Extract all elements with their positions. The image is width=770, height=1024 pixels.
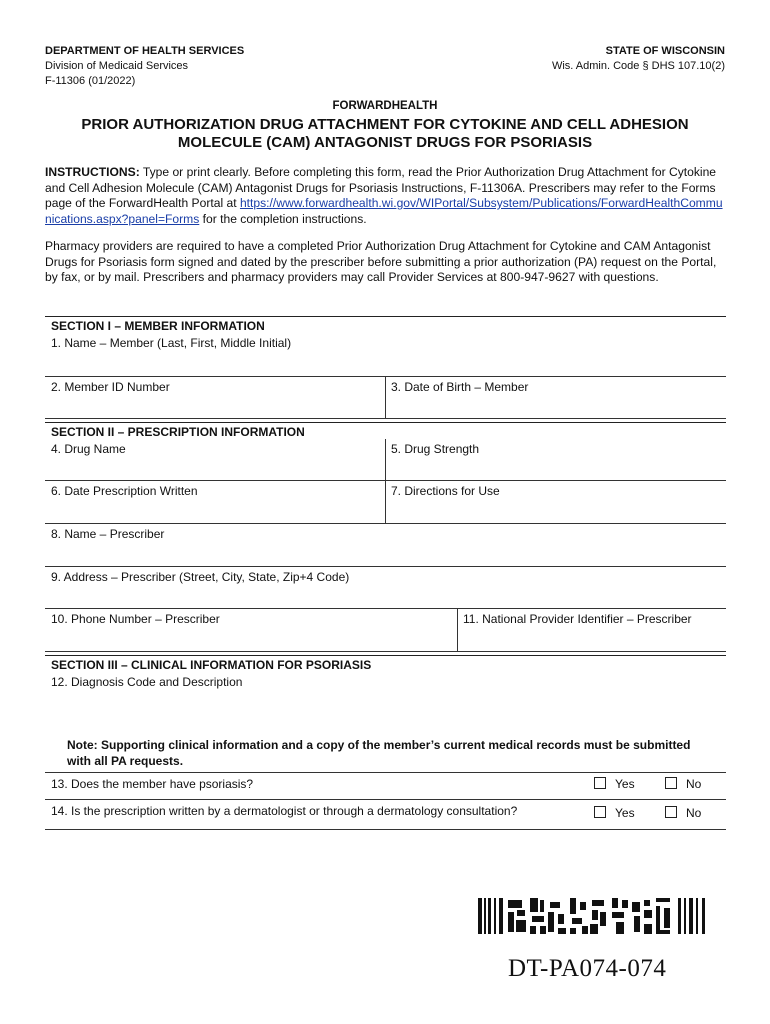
yes-label: Yes — [615, 777, 635, 791]
prescriber-npi-field[interactable] — [457, 609, 726, 652]
instructions-paragraph-2: Pharmacy providers are required to have a completed Prior Authorization Drug Attachment for Cytokine and CAM Antagonist Drugs for Psoriasis form signed and dated by the prescriber before submitting a prior authorization (PA) request on the Portal, by fax, or by mail. Prescribers and pharmacy providers may call Provider Services at 800-947-9627 with questions. — [45, 239, 717, 284]
checkbox-icon — [665, 806, 677, 818]
form-title — [45, 116, 725, 152]
checkbox-icon — [665, 777, 677, 789]
drug-strength-label: 5. Drug Strength — [391, 442, 480, 456]
prescriber-npi-label: 11. National Provider Identifier – Prescriber — [463, 612, 692, 626]
directions-label: 7. Directions for Use — [391, 484, 500, 498]
question-13-label: 13. Does the member have psoriasis? — [51, 777, 254, 791]
prescriber-address-label: 9. Address – Prescriber (Street, City, State, Zip+4 Code) — [51, 570, 350, 584]
yes-label: Yes — [615, 806, 635, 820]
state: STATE OF WISCONSIN — [605, 45, 725, 57]
program-name: FORWARDHEALTH — [332, 100, 438, 112]
instructions-text-2: for the completion instructions. — [199, 211, 367, 226]
section-1-header: SECTION I – MEMBER INFORMATION — [45, 316, 726, 333]
department: DEPARTMENT OF HEALTH SERVICES — [45, 45, 245, 57]
drug-name-label: 4. Drug Name — [51, 442, 126, 456]
section-2-header: SECTION II – PRESCRIPTION INFORMATION — [45, 422, 726, 439]
drug-strength-field[interactable] — [385, 439, 726, 481]
forms-portal-link[interactable]: https://www.forwardhealth.wi.gov/WIPortal/Subsystem/Publications/ForwardHealthCommunications.aspx?panel=Forms — [45, 196, 723, 226]
member-name-label: 1. Name – Member (Last, First, Middle Initial) — [51, 336, 292, 350]
member-id-field[interactable] — [45, 377, 385, 419]
directions-field[interactable] — [385, 481, 726, 524]
clinical-note: Note: Supporting clinical information and a copy of the member’s current medical records must be submitted with all PA requests. — [67, 738, 691, 768]
no-label: No — [686, 806, 702, 820]
checkbox-icon — [594, 777, 606, 789]
member-name-field[interactable] — [45, 333, 726, 377]
header-right — [552, 44, 725, 74]
q14-no-checkbox[interactable] — [665, 806, 701, 820]
member-dob-field[interactable] — [385, 377, 726, 419]
instructions-text-1: Type or print clearly. Before completing this form, read the Prior Authorization Drug Attachment for Cytokine and Cell Adhesion Molecule (CAM) Antagonist Drugs for Psoriasis Instructions, F-11306A. Prescribers may refer to the Forms page of the ForwardHealth Portal at — [45, 165, 717, 210]
instructions-label: INSTRUCTIONS: — [45, 165, 140, 179]
instructions — [45, 165, 725, 227]
member-dob-label: 3. Date of Birth – Member — [391, 380, 529, 394]
prescriber-phone-field[interactable] — [45, 609, 457, 652]
member-id-label: 2. Member ID Number — [51, 380, 170, 394]
prescriber-phone-label: 10. Phone Number – Prescriber — [51, 612, 220, 626]
checkbox-icon — [594, 806, 606, 818]
date-written-label: 6. Date Prescription Written — [51, 484, 198, 498]
prescriber-name-field[interactable] — [45, 524, 726, 567]
admin-code: Wis. Admin. Code § DHS 107.10(2) — [551, 60, 725, 72]
document-code: DT-PA074-074 — [508, 955, 667, 982]
header-left — [45, 44, 244, 89]
section-3-header: SECTION III – CLINICAL INFORMATION FOR PSORIASIS — [45, 655, 726, 672]
date-written-field[interactable] — [45, 481, 385, 524]
no-label: No — [686, 777, 702, 791]
division: Division of Medicaid Services — [45, 60, 189, 72]
prescriber-name-label: 8. Name – Prescriber — [51, 527, 165, 541]
prescriber-address-field[interactable] — [45, 567, 726, 609]
q14-yes-checkbox[interactable] — [594, 806, 635, 820]
q13-yes-checkbox[interactable] — [594, 777, 635, 791]
q13-no-checkbox[interactable] — [665, 777, 701, 791]
title-line-2: MOLECULE (CAM) ANTAGONIST DRUGS FOR PSORIASIS — [177, 134, 593, 151]
form-id: F-11306 (01/2022) — [45, 75, 136, 87]
question-14-label: 14. Is the prescription written by a dermatologist or through a dermatology consultation? — [51, 804, 518, 818]
diagnosis-label: 12. Diagnosis Code and Description — [51, 675, 243, 689]
barcode-icon — [478, 898, 708, 934]
drug-name-field[interactable] — [45, 439, 385, 481]
title-line-1: PRIOR AUTHORIZATION DRUG ATTACHMENT FOR CYTOKINE AND CELL ADHESION — [81, 116, 689, 133]
